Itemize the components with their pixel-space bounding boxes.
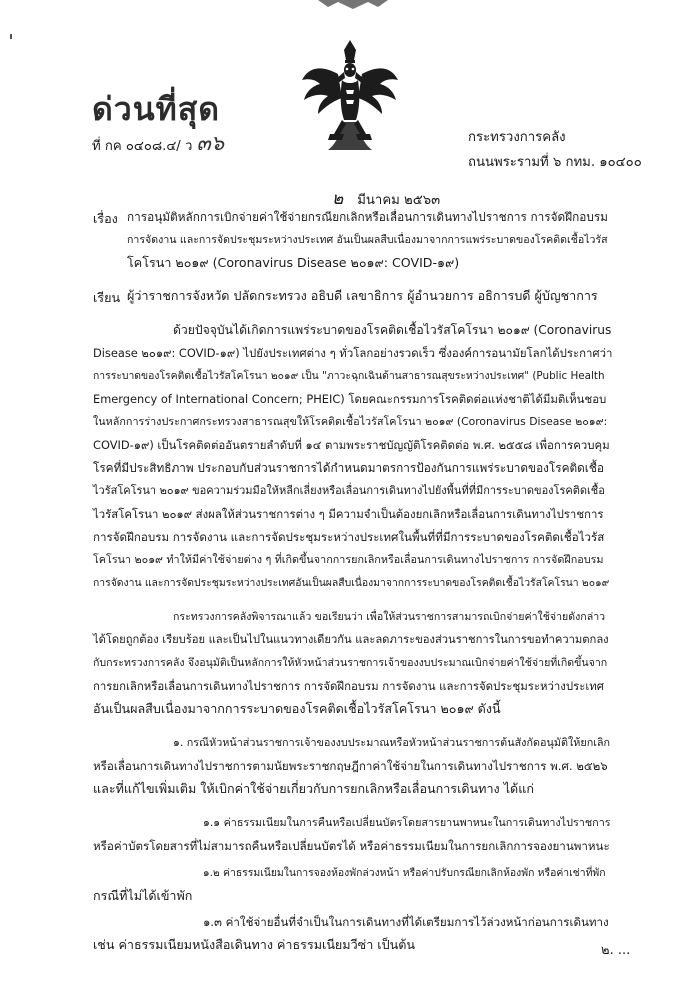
- sub-list-item: ๑.๓ ค่าใช้จ่ายอื่นที่จำเป็นในการเดินทางที่ได้เตรียมการไว้ล่วงหน้าก่อนการเดินทาง: [203, 915, 609, 929]
- body-line: การยกเลิกหรือเลื่อนการเดินทางไปราชการ การจัดฝึกอบรม การจัดงาน และการจัดประชุมระหว่างประเทศ: [93, 679, 604, 693]
- sender-address: ถนนพระรามที่ ๖ กทม. ๑๐๔๐๐: [468, 155, 642, 170]
- list-item: และที่แก้ไขเพิ่มเติม ให้เบิกค่าใช้จ่ายเกี่ยวกับการยกเลิกหรือเลื่อนการเดินทาง ได้แก่: [93, 781, 534, 796]
- sub-list-item: กรณีที่ไม่ได้เข้าพัก: [93, 888, 193, 903]
- sub-list-item: ๑.๑ ค่าธรรมเนียมในการคืนหรือเปลี่ยนบัตรโดยสารยานพาหนะในการเดินทางไปราชการ: [203, 816, 611, 829]
- body-line: ไวรัสโคโรนา ๒๐๑๙ ขอความร่วมมือให้หลีกเลี่ยงหรือเลื่อนการเดินทางไปยังพื้นที่ที่มีการระบาดของโรคติดเชื้อ: [93, 484, 605, 497]
- scan-edge-mark: [308, 0, 398, 10]
- body-line: ในหลักการร่างประกาศกระทรวงสาธารณสุขให้โรคติดเชื้อไวรัสโคโรนา ๒๐๑๙ (Coronavirus Disease ๒๐๑๙:: [93, 415, 608, 428]
- list-item: หรือเลื่อนการเดินทางไปราชการตามนัยพระราชกฤษฎีกาค่าใช้จ่ายในการเดินทางไปราชการ พ.ศ. ๒๕๒๖: [93, 759, 608, 773]
- document-number-text: ที่ กค ๐๔๐๘.๔/ ว: [92, 139, 193, 154]
- body-line: ด้วยปัจจุบันได้เกิดการแพร่ระบาดของโรคติดเชื้อไวรัสโคโรนา ๒๐๑๙ (Coronavirus: [173, 323, 612, 337]
- sub-list-item: เช่น ค่าธรรมเนียมหนังสือเดินทาง ค่าธรรมเนียมวีซ่า เป็นต้น: [93, 937, 415, 952]
- body-line: Emergency of International Concern; PHEIC) โดยคณะกรรมการโรคติดต่อแห่งชาติได้มีมติเห็นชอบ: [93, 392, 607, 406]
- subject-line: การอนุมัติหลักการเบิกจ่ายค่าใช้จ่ายกรณียกเลิกหรือเลื่อนการเดินทางไปราชการ การจัดฝึกอบรม: [127, 210, 608, 224]
- body-line: โคโรนา ๒๐๑๙ ทำให้มีค่าใช้จ่ายต่าง ๆ ที่เกิดขึ้นจากการยกเลิกหรือเลื่อนการเดินทางไปราชการ การจัดฝึกอบรม: [93, 553, 604, 566]
- body-line: กระทรวงการคลังพิจารณาแล้ว ขอเรียนว่า เพื่อให้ส่วนราชการสามารถเบิกจ่ายค่าใช้จ่ายดังกล่าว: [173, 611, 606, 623]
- body-line: การจัดงาน และการจัดประชุมระหว่างประเทศอันเป็นผลสืบเนื่องมาจากการระบาดของโรคติดเชื้อไวรัสโคโรนา ๒๐๑๙: [93, 577, 610, 589]
- body-line: ไวรัสโคโรนา ๒๐๑๙ ส่งผลให้ส่วนราชการต่าง ๆ มีความจำเป็นต้องยกเลิกหรือเลื่อนการเดินทางไปราชการ: [93, 507, 604, 521]
- salutation-label: เรียน: [93, 290, 121, 305]
- next-page-marker: ๒. ...: [601, 943, 631, 958]
- body-line: กับกระทรวงการคลัง จึงอนุมัติเป็นหลักการให้หัวหน้าส่วนราชการเจ้าของงบประมาณเบิกจ่ายค่าใช้จ่ายที่เกิดขึ้นจาก: [93, 657, 608, 669]
- body-line: ได้โดยถูกต้อง เรียบร้อย และเป็นไปในแนวทางเดียวกัน และลดภาระของส่วนราชการในการขอทำความตกลง: [93, 633, 609, 646]
- document-number: [92, 127, 224, 160]
- sub-list-item: หรือค่าบัตรโดยสารที่ไม่สามารถคืนหรือเปลี่ยนบัตรได้ หรือค่าธรรมเนียมในการยกเลิกการจองยานพาหนะ: [93, 839, 610, 853]
- garuda-emblem-icon: [300, 38, 400, 153]
- body-line: Disease ๒๐๑๙: COVID-๑๙) ไปยังประเทศต่าง ๆ ทั่วโลกอย่างรวดเร็ว ซึ่งองค์การอนามัยโลกได้ประกาศว่า: [93, 346, 613, 360]
- body-line: อันเป็นผลสืบเนื่องมาจากการระบาดของโรคติดเชื้อไวรัสโคโรนา ๒๐๑๙ ดังนี้: [93, 701, 501, 716]
- body-line: โรคที่มีประสิทธิภาพ ประกอบกับส่วนราชการได้กำหนดมาตรการป้องกันการแพร่ระบาดของโรคติดเชื้อ: [93, 461, 604, 475]
- sub-list-item: ๑.๒ ค่าธรรมเนียมในการจองห้องพักล่วงหน้า หรือค่าปรับกรณียกเลิกห้องพัก หรือค่าเช่าที่พัก: [203, 867, 606, 879]
- subject-label: เรื่อง: [93, 211, 118, 226]
- body-line: การจัดฝึกอบรม การจัดงาน และการจัดประชุมระหว่างประเทศในพื้นที่ที่มีการระบาดของโรคติดเชื้อไวรัส: [93, 530, 605, 544]
- sender-ministry: กระทรวงการคลัง: [468, 130, 566, 145]
- body-line: COVID-๑๙) เป็นโรคติดต่ออันตรายลำดับที่ ๑๔ ตามพระราชบัญญัติโรคติดต่อ พ.ศ. ๒๕๕๘ เพื่อการควบคุม: [93, 438, 610, 452]
- salutation-recipients: ผู้ว่าราชการจังหวัด ปลัดกระทรวง อธิบดี เลขาธิการ ผู้อำนวยการ อธิการบดี ผู้บัญชาการ: [127, 288, 598, 303]
- body-line: การระบาดของโรคติดเชื้อไวรัสโคโรนา ๒๐๑๙ เป็น "ภาวะฉุกเฉินด้านสาธารณสุขระหว่างประเทศ" (Public Health: [93, 370, 605, 382]
- document-number-handwritten: ๓๖: [196, 131, 225, 155]
- letter-date: [332, 185, 440, 212]
- scan-dot: [10, 34, 12, 39]
- letter-date-month-year: มีนาคม ๒๕๖๓: [357, 193, 441, 208]
- subject-line: การจัดงาน และการจัดประชุมระหว่างประเทศ อันเป็นผลสืบเนื่องมาจากการแพร่ระบาดของโรคติดเชื้อไวรัส: [127, 234, 608, 246]
- subject-line: โคโรนา ๒๐๑๙ (Coronavirus Disease ๒๐๑๙: COVID-๑๙): [127, 255, 460, 270]
- urgent-stamp: ด่วนที่สุด: [92, 90, 221, 128]
- list-item: ๑. กรณีหัวหน้าส่วนราชการเจ้าของงบประมาณหรือหัวหน้าส่วนราชการต้นสังกัดอนุมัติให้ยกเลิก: [173, 736, 611, 749]
- letter-date-day: ๒: [332, 189, 344, 209]
